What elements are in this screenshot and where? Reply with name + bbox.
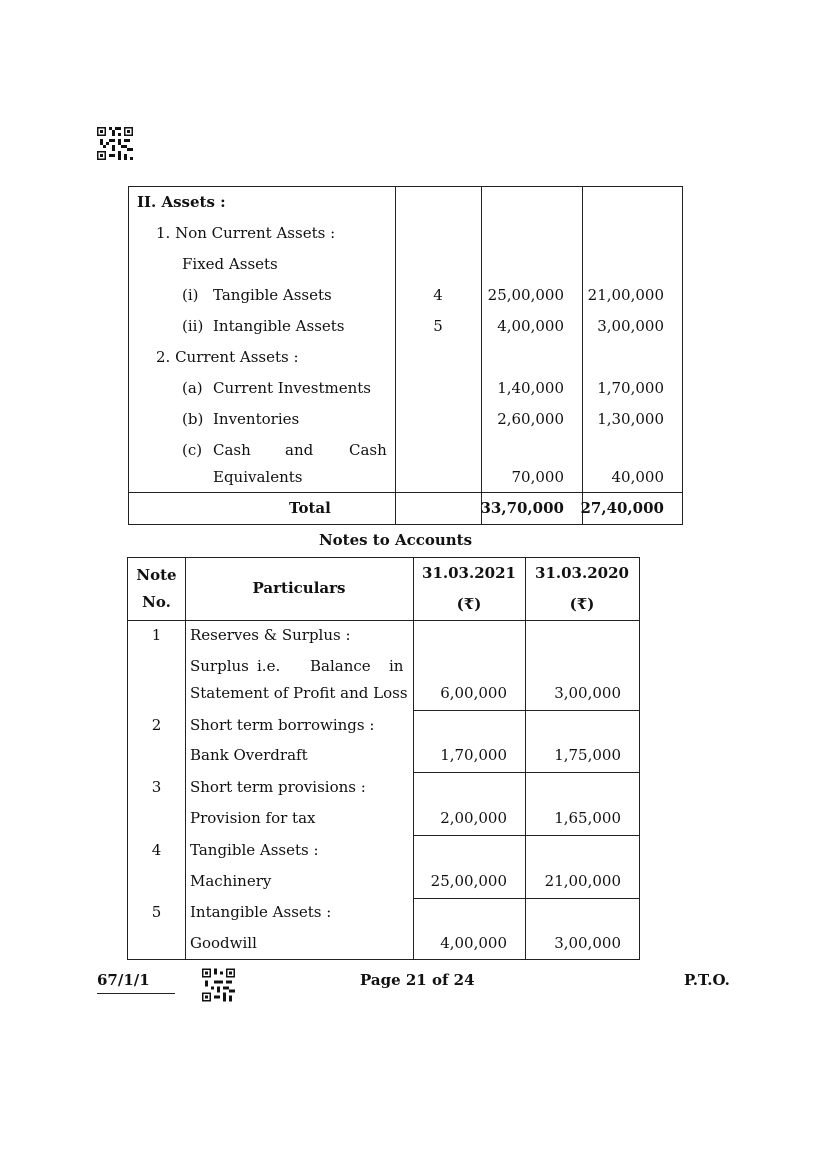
intangible-note-ref: 5 bbox=[433, 317, 443, 335]
intangible-assets-label: Intangible Assets bbox=[213, 317, 345, 335]
inventories-previous-year: 1,30,000 bbox=[597, 410, 664, 428]
intangible-prefix: (ii) bbox=[182, 317, 204, 335]
cash-label-word-2: and bbox=[285, 441, 314, 459]
col-2020-unit: (₹) bbox=[569, 595, 595, 613]
inventories-prefix: (b) bbox=[182, 410, 204, 428]
cash-label-word-3: Cash bbox=[349, 441, 387, 459]
note-title: Reserves & Surplus : bbox=[190, 626, 351, 644]
note-previous-year-value: 21,00,000 bbox=[544, 872, 621, 890]
particulars-header: Particulars bbox=[252, 579, 346, 597]
cash-label-line-2: Equivalents bbox=[213, 468, 303, 486]
note-current-year-value: 1,70,000 bbox=[440, 746, 507, 764]
note-title: Intangible Assets : bbox=[190, 903, 332, 921]
note-number: 2 bbox=[151, 716, 162, 734]
note-number: 1 bbox=[151, 626, 162, 644]
note-detail: Bank Overdraft bbox=[190, 746, 308, 764]
col-2020-header: 31.03.2020 bbox=[535, 564, 629, 582]
note-number: 4 bbox=[151, 841, 162, 859]
investments-prefix: (a) bbox=[182, 379, 203, 397]
note-previous-year-value: 3,00,000 bbox=[554, 934, 621, 952]
total-previous-year: 27,40,000 bbox=[580, 499, 664, 517]
note-detail: Statement of Profit and Loss bbox=[190, 684, 408, 702]
note-number: 3 bbox=[151, 778, 162, 796]
assets-table bbox=[128, 186, 683, 525]
note-1-word-3: Balance bbox=[310, 657, 371, 675]
inventories-label: Inventories bbox=[213, 410, 300, 428]
tangible-assets-label: Tangible Assets bbox=[213, 286, 332, 304]
qr-code-icon bbox=[97, 127, 133, 160]
note-title: Tangible Assets : bbox=[190, 841, 319, 859]
current-investments-label: Current Investments bbox=[213, 379, 371, 397]
cash-label-word-1: Cash bbox=[213, 441, 251, 459]
note-1-word-1: Surplus bbox=[190, 657, 249, 675]
note-number: 5 bbox=[151, 903, 162, 921]
note-title: Short term borrowings : bbox=[190, 716, 375, 734]
cash-previous-year: 40,000 bbox=[611, 468, 664, 486]
investments-previous-year: 1,70,000 bbox=[597, 379, 664, 397]
note-1-word-2: i.e. bbox=[257, 657, 281, 675]
paper-code-underline bbox=[97, 993, 175, 994]
note-detail: Machinery bbox=[190, 872, 272, 890]
cash-current-year: 70,000 bbox=[511, 468, 564, 486]
notes-to-accounts-title: Notes to Accounts bbox=[318, 531, 473, 549]
paper-code: 67/1/1 bbox=[97, 971, 150, 989]
note-previous-year-value: 1,75,000 bbox=[554, 746, 621, 764]
current-assets-label: 2. Current Assets : bbox=[156, 348, 299, 366]
note-current-year-value: 4,00,000 bbox=[440, 934, 507, 952]
note-header-line-1: Note bbox=[136, 566, 177, 584]
inventories-current-year: 2,60,000 bbox=[497, 410, 564, 428]
tangible-previous-year: 21,00,000 bbox=[587, 286, 664, 304]
cash-prefix: (c) bbox=[182, 441, 203, 459]
col-2021-header: 31.03.2021 bbox=[422, 564, 516, 582]
col-2021-unit: (₹) bbox=[456, 595, 482, 613]
please-turn-over: P.T.O. bbox=[684, 971, 730, 989]
note-previous-year-value: 1,65,000 bbox=[554, 809, 621, 827]
note-current-year-value: 6,00,000 bbox=[440, 684, 507, 702]
investments-current-year: 1,40,000 bbox=[497, 379, 564, 397]
assets-heading: II. Assets : bbox=[137, 193, 226, 211]
footer-qr-code-icon bbox=[202, 968, 235, 1002]
note-previous-year-value: 3,00,000 bbox=[554, 684, 621, 702]
note-1-word-4: in bbox=[389, 657, 404, 675]
non-current-assets-label: 1. Non Current Assets : bbox=[156, 224, 336, 242]
tangible-note-ref: 4 bbox=[433, 286, 443, 304]
notes-table bbox=[127, 557, 640, 960]
note-current-year-value: 25,00,000 bbox=[430, 872, 507, 890]
note-detail: Goodwill bbox=[190, 934, 257, 952]
note-detail: Provision for tax bbox=[190, 809, 316, 827]
note-header-line-2: No. bbox=[142, 593, 171, 611]
note-current-year-value: 2,00,000 bbox=[440, 809, 507, 827]
intangible-previous-year: 3,00,000 bbox=[597, 317, 664, 335]
tangible-prefix: (i) bbox=[182, 286, 199, 304]
note-title: Short term provisions : bbox=[190, 778, 366, 796]
total-label: Total bbox=[289, 499, 331, 517]
fixed-assets-label: Fixed Assets bbox=[182, 255, 278, 273]
page-number: Page 21 of 24 bbox=[360, 971, 475, 989]
total-current-year: 33,70,000 bbox=[480, 499, 564, 517]
tangible-current-year: 25,00,000 bbox=[487, 286, 564, 304]
intangible-current-year: 4,00,000 bbox=[497, 317, 564, 335]
